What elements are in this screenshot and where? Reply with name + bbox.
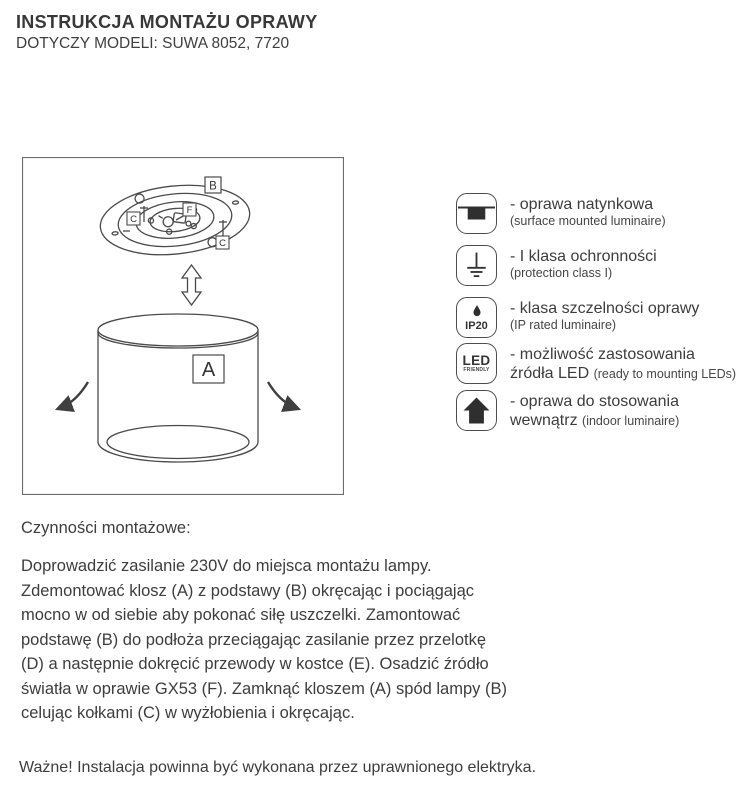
lamp-shade-cylinder [98, 314, 258, 462]
ip-rating-icon [456, 297, 497, 338]
page-title: INSTRUKCJA MONTAŻU OPRAWY [16, 12, 318, 32]
led-text: LED [462, 353, 491, 368]
svg-text:C: C [130, 214, 137, 225]
led-friendly-icon [456, 343, 497, 384]
instructions-heading: Czynności montażowe: [21, 519, 191, 537]
svg-text:F: F [186, 205, 193, 216]
label-shade-A [193, 355, 224, 383]
svg-text:C: C [219, 238, 226, 249]
feature-label-line2: źródła LED (ready to mounting LEDs) [510, 365, 737, 382]
instruction-line: Doprowadzić zasilanie 230V do miejsca montażu lampy. [21, 557, 432, 575]
label-base-B [205, 177, 221, 193]
instruction-line: Zdemontować klosz (A) z podstawy (B) okręcając i pociągając [21, 581, 475, 600]
feature-led-friendly [456, 343, 736, 384]
svg-text:A: A [201, 359, 216, 381]
warning-text: Ważne! Instalacja powinna być wykonana przez uprawnionego elektryka. [19, 759, 537, 776]
ip20-text: IP20 [465, 319, 488, 332]
feature-sublabel: (IP rated luminaire) [510, 318, 617, 332]
feature-surface-mounted [456, 193, 666, 234]
feature-indoor [456, 390, 679, 431]
indoor-icon [456, 390, 497, 431]
installation-diagram [22, 157, 344, 495]
instruction-line: (D) a następnie dokręcić przewody w kostce (E). Osadzić źródło [21, 655, 489, 673]
feature-label: - klasa szczelności oprawy [510, 300, 700, 317]
label-pin-right-C [216, 236, 229, 249]
instruction-line: celując kołkami (C) w wyżłobienia i okręcając. [21, 704, 355, 722]
feature-protection-class [456, 245, 657, 286]
instruction-line: podstawę (B) do podłoża przeciągając zasilanie przez przelotkę [21, 630, 487, 649]
instruction-line: mocno w od siebie aby pokonać siłę uszczelki. Zamontować [21, 606, 461, 624]
instructions-paragraph [21, 554, 507, 726]
label-pin-left-C [127, 212, 140, 225]
feature-sublabel: (protection class I) [510, 266, 613, 280]
instruction-line: światła w oprawie GX53 (F). Zamknąć kloszem (A) spód lampy (B) [21, 679, 507, 698]
protection-class-icon [456, 245, 497, 286]
feature-ip-rating [456, 297, 699, 338]
surface-mounted-icon [456, 193, 497, 234]
feature-label: - I klasa ochronności [510, 248, 657, 265]
page-subtitle: DOTYCZY MODELI: SUWA 8052, 7720 [16, 35, 290, 52]
led-friendly-text: FRIENDLY [463, 367, 490, 373]
feature-sublabel: (surface mounted luminaire) [510, 214, 666, 228]
feature-label-line2: wewnątrz (indoor luminaire) [510, 412, 680, 429]
feature-label: - oprawa do stosowania [510, 393, 679, 410]
feature-label: - oprawa natynkowa [510, 196, 654, 213]
feature-label: - możliwość zastosowania [510, 346, 695, 363]
svg-text:B: B [209, 180, 217, 193]
diagram-drawing [22, 157, 344, 495]
